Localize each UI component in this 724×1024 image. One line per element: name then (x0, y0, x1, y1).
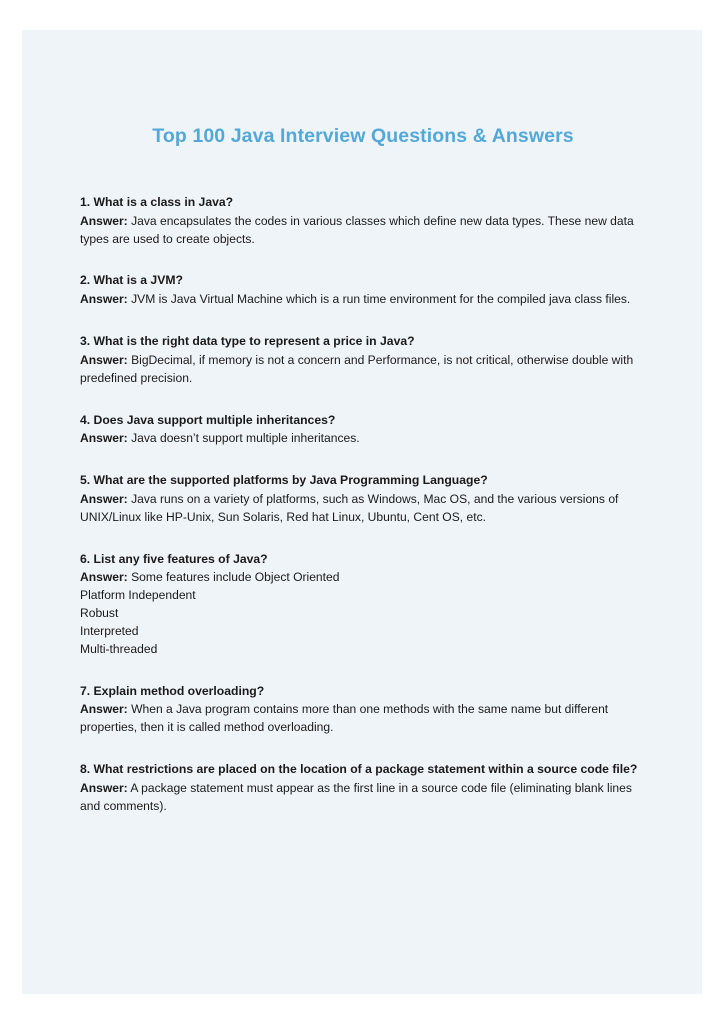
answer-extra-line: Interpreted (80, 623, 139, 638)
answer-body: Java encapsulates the codes in various classes which define new data types. These new data types are used to create objects. (80, 213, 634, 246)
qa-item (80, 551, 640, 659)
answer-extra-line: Robust (80, 606, 119, 621)
answer-text (80, 491, 640, 527)
qa-item (80, 472, 640, 526)
answer-body: Some features include Object Oriented (127, 570, 340, 585)
answer-text (80, 780, 640, 816)
answer-text (80, 430, 640, 448)
answer-label: Answer: (80, 570, 128, 585)
qa-item (80, 272, 640, 309)
answer-label: Answer: (80, 780, 128, 795)
answer-extra-line: Platform Independent (80, 588, 196, 603)
answer-label: Answer: (80, 702, 128, 717)
question-text: 7. Explain method overloading? (80, 683, 265, 698)
answer-body: Java runs on a variety of platforms, such as Windows, Mac OS, and the various versions of UNIX/Linux like HP-Unix, Sun Solaris, Red hat Linux, Ubuntu, Cent OS, etc. (80, 491, 619, 524)
answer-label: Answer: (80, 431, 128, 446)
answer-body: BigDecimal, if memory is not a concern and Performance, is not critical, otherwise double with predefined precision. (80, 352, 634, 385)
page-title: Top 100 Java Interview Questions & Answers (152, 125, 574, 147)
question-text: 3. What is the right data type to represent a price in Java? (80, 334, 415, 349)
answer-body: A package statement must appear as the first line in a source code file (eliminating blank lines and comments). (80, 780, 632, 813)
answer-extra-line: Multi-threaded (80, 641, 158, 656)
qa-list (80, 194, 640, 816)
qa-item (80, 683, 640, 737)
answer-text (80, 569, 640, 587)
answer-label: Answer: (80, 491, 128, 506)
question-text: 6. List any five features of Java? (80, 551, 268, 566)
answer-text (80, 291, 640, 309)
question-text: 8. What restrictions are placed on the location of a package statement within a source code file? (80, 762, 638, 777)
answer-body: Java doesn’t support multiple inheritances. (127, 431, 360, 446)
question-text: 5. What are the supported platforms by Java Programming Language? (80, 473, 488, 488)
qa-item (80, 194, 640, 248)
qa-item (80, 412, 640, 449)
answer-body: When a Java program contains more than one methods with the same name but different properties, then it is called method overloading. (80, 702, 609, 735)
answer-body: JVM is Java Virtual Machine which is a run time environment for the compiled java class files. (127, 292, 631, 307)
answer-text (80, 701, 640, 737)
answer-text (80, 213, 640, 249)
question-text: 2. What is a JVM? (80, 273, 183, 288)
document-page (22, 30, 702, 994)
question-text: 4. Does Java support multiple inheritances? (80, 412, 336, 427)
qa-item (80, 333, 640, 387)
qa-item (80, 761, 640, 815)
answer-text (80, 352, 640, 388)
answer-label: Answer: (80, 213, 128, 228)
answer-label: Answer: (80, 352, 128, 367)
question-text: 1. What is a class in Java? (80, 195, 234, 209)
answer-label: Answer: (80, 292, 128, 307)
document-content (80, 125, 640, 840)
